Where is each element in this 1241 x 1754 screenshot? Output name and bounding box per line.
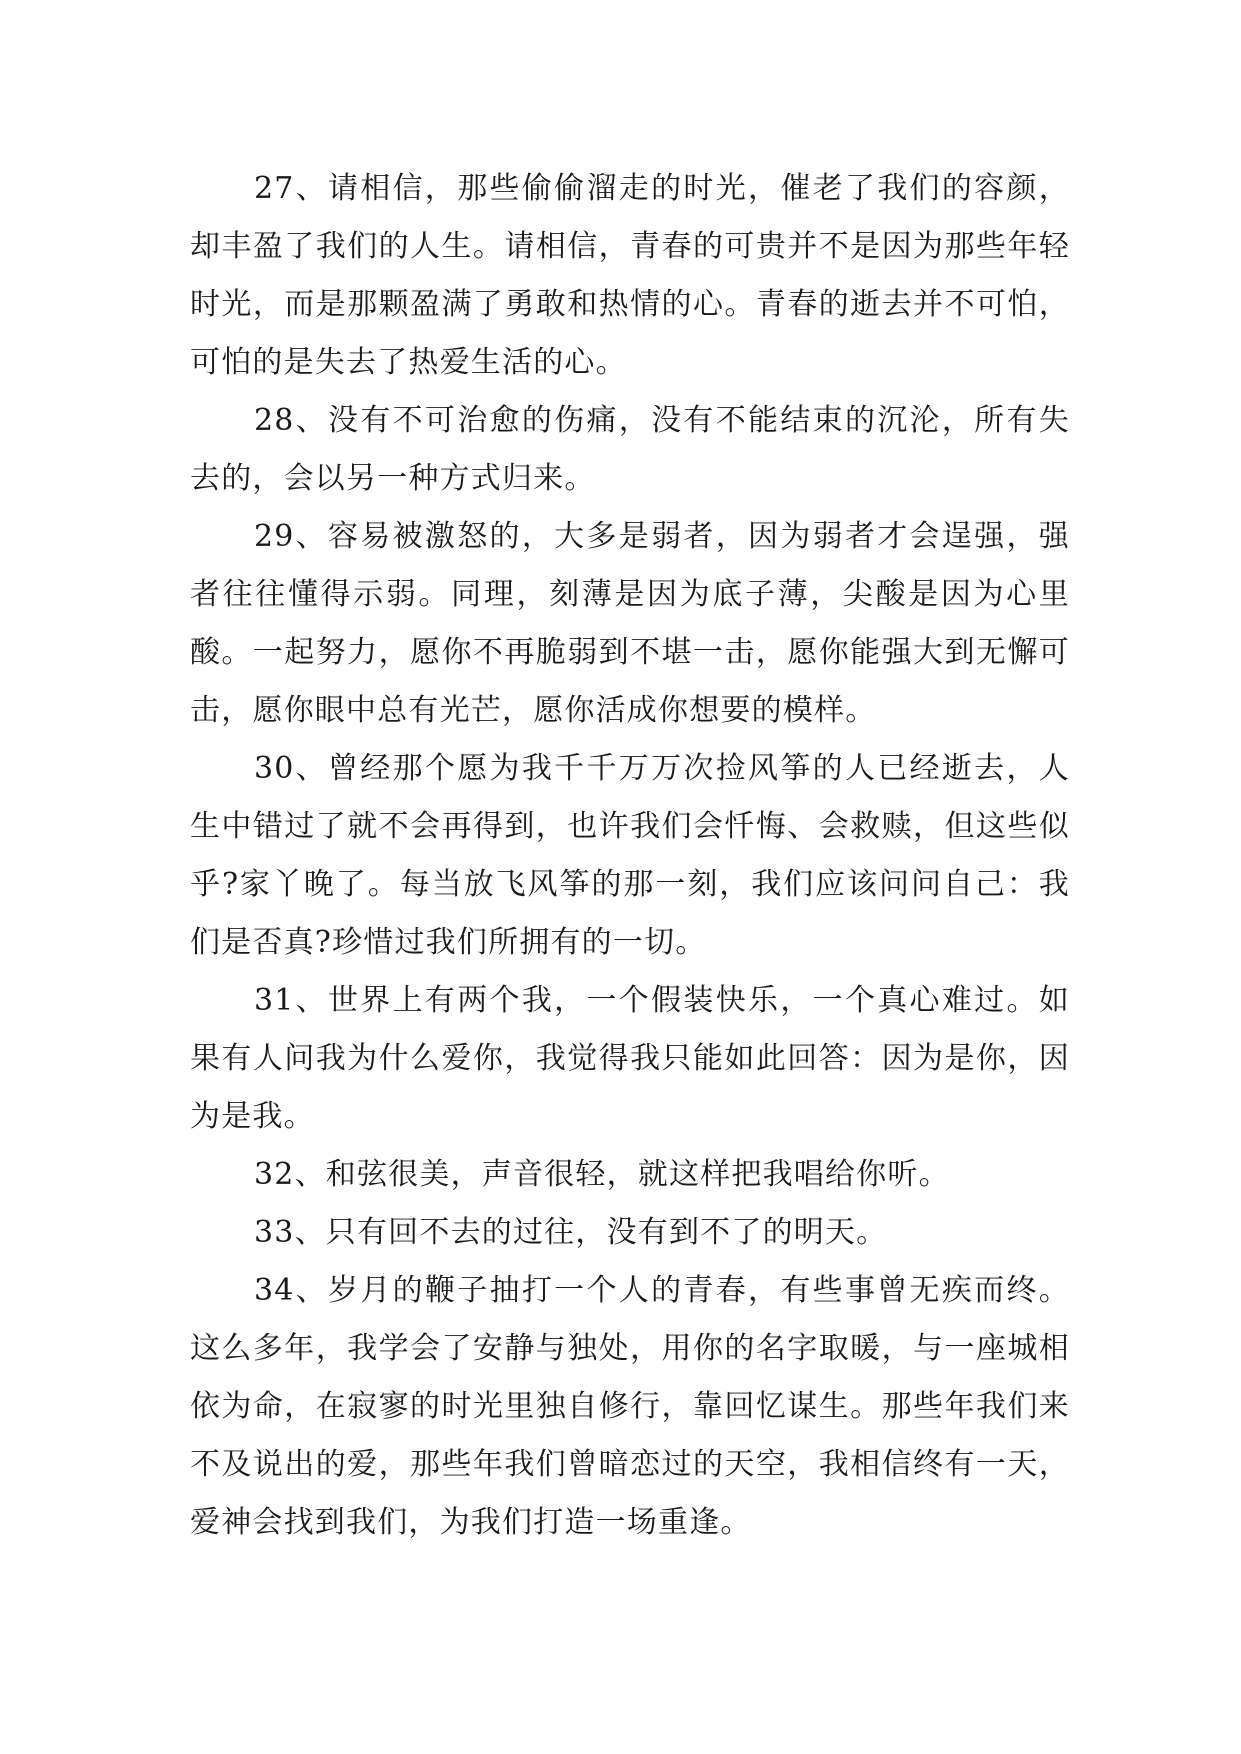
- paragraph-33: 33、只有回不去的过往，没有到不了的明天。: [254, 1215, 888, 1250]
- paragraph-28: 28、没有不可治愈的伤痛，没有不能结束的沉沦，所有失去的，会以另一种方式归来。: [190, 403, 1070, 496]
- paragraph-32: 32、和弦很美，声音很轻，就这样把我唱给你听。: [254, 1157, 950, 1192]
- paragraph-30: 30、曾经那个愿为我千千万万次捡风筝的人已经逝去，人生中错过了就不会再得到，也许我们会忏悔、会救赎，但这些似乎?家丫晚了。每当放飞风筝的那一刻，我们应该问问自己：我们是否真?珍惜过我们所拥有的一切。: [190, 751, 1070, 960]
- paragraph-31: 31、世界上有两个我，一个假装快乐，一个真心难过。如果有人问我为什么爱你，我觉得我只能如此回答：因为是你，因为是我。: [190, 983, 1070, 1134]
- paragraph-34: 34、岁月的鞭子抽打一个人的青春，有些事曾无疾而终。这么多年，我学会了安静与独处，用你的名字取暖，与一座城相依为命，在寂寥的时光里独自修行，靠回忆谋生。那些年我们来不及说出的爱，那些年我们曾暗恋过的天空，我相信终有一天，爱神会找到我们，为我们打造一场重逢。: [190, 1273, 1070, 1540]
- document-body: [190, 160, 1070, 1552]
- paragraph-29: 29、容易被激怒的，大多是弱者，因为弱者才会逞强，强者往往懂得示弱。同理，刻薄是因为底子薄，尖酸是因为心里酸。一起努力，愿你不再脆弱到不堪一击，愿你能强大到无懈可击，愿你眼中总有光芒，愿你活成你想要的模样。: [190, 519, 1070, 728]
- paragraph-27: 27、请相信，那些偷偷溜走的时光，催老了我们的容颜，却丰盈了我们的人生。请相信，青春的可贵并不是因为那些年轻时光，而是那颗盈满了勇敢和热情的心。青春的逝去并不可怕，可怕的是失去了热爱生活的心。: [190, 171, 1070, 380]
